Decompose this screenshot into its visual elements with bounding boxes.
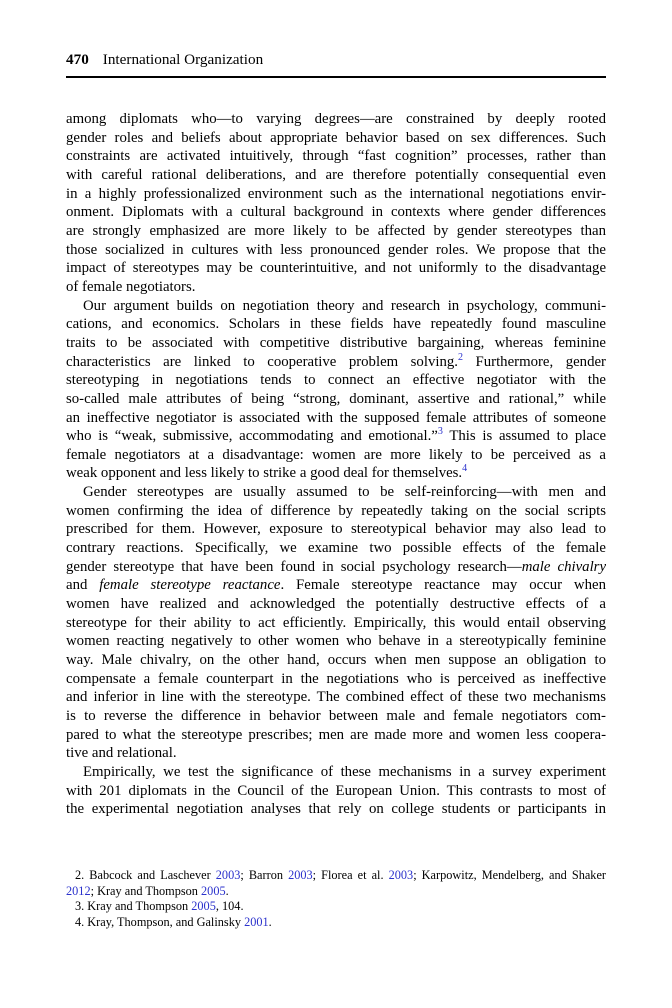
text-line xyxy=(66,409,606,428)
text-line xyxy=(66,185,606,204)
text-segment: of female negotiators. xyxy=(66,278,196,295)
text-line xyxy=(66,576,606,595)
text-segment: weak opponent and less likely to strike a good deal for themselves. xyxy=(66,465,463,482)
paragraph-1 xyxy=(66,110,606,297)
text-line xyxy=(66,884,606,900)
text-segment: . Female stereotype reactance may occur when xyxy=(280,577,606,594)
citation-link[interactable]: 2003 xyxy=(215,867,241,882)
text-line xyxy=(66,371,606,390)
text-line xyxy=(66,334,606,353)
text-line xyxy=(66,539,606,558)
text-segment: 3. Kray and Thompson xyxy=(75,899,192,914)
text-line xyxy=(66,315,606,334)
text-line xyxy=(66,915,606,931)
footnote-2 xyxy=(66,868,606,899)
emphasis-text: male chivalry xyxy=(521,558,606,575)
text-line xyxy=(66,166,606,185)
text-segment: stereotype for their ability to act efficiently. Empirically, this would entail observing xyxy=(66,614,606,631)
text-segment: This is assumed to place xyxy=(442,428,606,445)
text-segment: an ineffective negotiator is associated with the supposed female attributes of someone xyxy=(66,409,606,426)
header-rule xyxy=(66,76,606,78)
citation-link[interactable]: 2005 xyxy=(201,883,226,898)
text-segment: women reacting negatively to other women who behave in a stereotypically feminine xyxy=(66,633,606,650)
paragraph-2 xyxy=(66,297,606,484)
text-segment: among diplomats who—to varying degrees—are constrained by deeply rooted xyxy=(66,111,606,127)
citation-link[interactable]: 2005 xyxy=(191,899,216,914)
text-line xyxy=(66,446,606,465)
text-segment: is to reverse the difference in behavior between male and female negotiators com- xyxy=(66,708,606,724)
text-segment: prescribed for them. However, exposure to stereotypical behavior may also lead to xyxy=(66,521,606,538)
text-segment: women have realized and acknowledged the potentially destructive effects of a xyxy=(66,596,606,613)
text-line xyxy=(66,744,606,763)
citation-link[interactable]: 2003 xyxy=(388,867,414,882)
text-segment: in a highly professionalized environment such as the international negotiations envir- xyxy=(66,185,606,202)
text-line xyxy=(66,670,606,689)
text-segment: with careful rational deliberations, and are therefore potentially consequential even xyxy=(66,166,606,183)
text-segment: constraints are activated intuitively, through “fast cognition” processes, rather than xyxy=(66,148,606,165)
text-line xyxy=(66,222,606,241)
text-line xyxy=(66,483,606,502)
text-line xyxy=(66,558,606,577)
footnotes xyxy=(66,868,606,930)
text-segment: way. Male chivalry, on the other hand, occurs when men suppose an obligation to xyxy=(66,652,606,669)
text-segment: 2. Babcock and Laschever xyxy=(75,867,216,882)
text-segment: gender roles and beliefs about appropriate behavior based on sex differences. Such xyxy=(66,129,606,146)
text-line xyxy=(66,203,606,222)
footnote-4 xyxy=(66,915,606,931)
text-segment: gender stereotype that have been found in social psychology research— xyxy=(66,558,522,575)
text-line xyxy=(66,129,606,148)
text-segment: , 104. xyxy=(215,899,244,914)
text-line xyxy=(66,595,606,614)
text-segment: with 201 diplomats in the Council of the European Union. This contrasts to most of xyxy=(66,782,606,799)
text-segment: compensate a female counterpart in the negotiations who is perceived as ineffective xyxy=(66,670,606,687)
text-segment: stereotyping in negotiations tends to connect an effective negotiator with the xyxy=(66,372,606,389)
text-line xyxy=(66,707,606,726)
text-line xyxy=(66,353,606,372)
text-segment: the experimental negotiation analyses that rely on college students or participants in xyxy=(66,801,606,818)
text-segment: tive and relational. xyxy=(66,745,177,762)
text-segment: contrary reactions. Specifically, we examine two possible effects of the female xyxy=(66,540,606,557)
text-line xyxy=(66,502,606,521)
text-segment: and xyxy=(66,577,100,594)
running-header xyxy=(66,51,606,68)
footnote-ref[interactable]: 3 xyxy=(437,427,443,438)
text-line xyxy=(66,241,606,260)
text-segment: 4. Kray, Thompson, and Galinsky xyxy=(75,914,245,929)
text-segment: pared to what the stereotype prescribes; men are made more and women less coopera- xyxy=(66,726,606,743)
text-line xyxy=(66,427,606,446)
text-segment: ; Karpowitz, Mendelberg, and Shaker xyxy=(413,867,606,882)
text-segment: onment. Diplomats with a cultural background in contexts where gender differences xyxy=(66,204,606,221)
text-line xyxy=(66,651,606,670)
citation-link[interactable]: 2001 xyxy=(244,914,269,929)
citation-link[interactable]: 2012 xyxy=(66,883,91,898)
text-line xyxy=(66,464,606,483)
text-line xyxy=(66,110,606,129)
text-segment: . xyxy=(225,883,229,898)
text-line xyxy=(66,297,606,316)
text-segment: who is “weak, submissive, accommodating and emotional.” xyxy=(66,428,438,445)
page-number: 470 xyxy=(66,51,89,68)
text-segment: Our argument builds on negotiation theory and research in psychology, communi- xyxy=(83,297,606,314)
text-line xyxy=(66,868,606,884)
body-text xyxy=(66,110,606,819)
text-segment: so-called male attributes of being “strong, dominant, assertive and rational,” while xyxy=(66,390,606,407)
footnote-ref[interactable]: 4 xyxy=(462,464,468,475)
text-segment: ; Florea et al. xyxy=(312,867,389,882)
text-line xyxy=(66,259,606,278)
text-line xyxy=(66,800,606,819)
footnote-3 xyxy=(66,899,606,915)
text-segment: Gender stereotypes are usually assumed to be self-reinforcing—with men and xyxy=(83,484,606,501)
text-segment: female negotiators at a disadvantage: women are more likely to be perceived as a xyxy=(66,446,606,463)
text-segment: cations, and economics. Scholars in these fields have repeatedly found masculine xyxy=(66,316,606,333)
text-segment: and inferior in line with the stereotype. The combined effect of these two mechanisms xyxy=(66,689,606,706)
text-segment: characteristics are linked to cooperative problem solving. xyxy=(66,353,458,370)
text-segment: Furthermore, gender xyxy=(462,353,606,370)
text-line xyxy=(66,520,606,539)
text-segment: traits to be associated with competitive distributive bargaining, whereas feminine xyxy=(66,334,606,351)
journal-title: International Organization xyxy=(102,51,264,68)
text-line xyxy=(66,390,606,409)
text-segment: . xyxy=(268,914,272,929)
text-segment: ; Barron xyxy=(240,867,289,882)
text-line xyxy=(66,614,606,633)
text-line xyxy=(66,688,606,707)
footnote-ref[interactable]: 2 xyxy=(457,352,463,363)
text-segment: those socialized in cultures with less pronounced gender roles. We propose that the xyxy=(66,241,606,258)
text-line xyxy=(66,632,606,651)
text-segment: Empirically, we test the significance of these mechanisms in a survey experiment xyxy=(83,763,606,780)
emphasis-text: female stereotype reactance xyxy=(99,577,281,594)
citation-link[interactable]: 2003 xyxy=(288,867,313,882)
text-line xyxy=(66,782,606,801)
text-line xyxy=(66,147,606,166)
text-line xyxy=(66,278,606,297)
text-segment: ; Kray and Thompson xyxy=(90,883,202,898)
text-line xyxy=(66,763,606,782)
text-segment: are strongly emphasized are more likely to be affected by gender stereotypes than xyxy=(66,222,606,239)
text-line xyxy=(66,899,606,915)
paragraph-4 xyxy=(66,763,606,819)
paragraph-3 xyxy=(66,483,606,763)
text-line xyxy=(66,726,606,745)
text-segment: women confirming the idea of difference by repeatedly taking on the social scripts xyxy=(66,502,606,519)
page-content xyxy=(66,0,606,930)
text-segment: impact of stereotypes may be counterintuitive, and not uniformly to the disadvantage xyxy=(66,260,606,277)
